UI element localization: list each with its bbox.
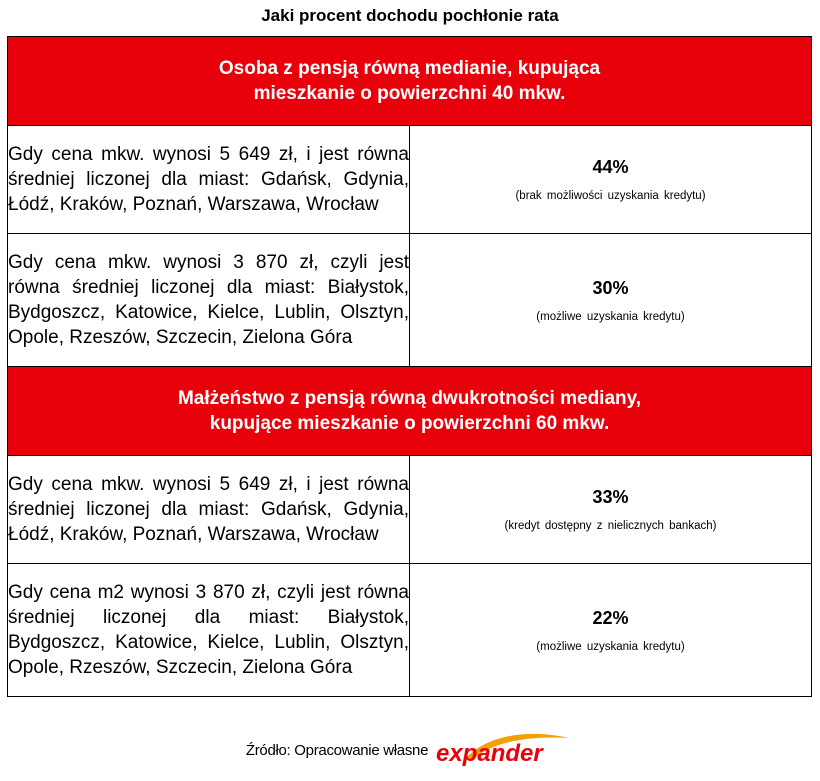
percent-value: 33%	[592, 487, 629, 507]
section-header-line: kupujące mieszkanie o powierzchni 60 mkw.	[209, 413, 610, 434]
row-description: Gdy cena mkw. wynosi 3 870 zł, czyli jest równa średniej liczonej dla miast: Białystok, Bydgoszcz, Katowice, Kielce, Lublin, Olsztyn, Opole, Rzeszów, Szczecin, Zielona Góra	[8, 234, 410, 367]
credit-note: (możliwe uzyskania kredytu)	[536, 310, 685, 323]
logo-wordmark: expander	[436, 740, 543, 767]
section-header-row	[8, 37, 812, 126]
source-text: Źródło: Opracowanie własne	[245, 741, 429, 759]
percent-value: 30%	[592, 277, 629, 298]
expander-logo-icon	[434, 730, 574, 770]
page-title: Jaki procent dochodu pochłonie rata	[261, 6, 559, 25]
source-footer	[0, 730, 820, 770]
percent-value: 44%	[592, 157, 629, 177]
row-result	[410, 456, 812, 564]
credit-note: (brak możliwości uzyskania kredytu)	[515, 190, 706, 202]
row-result	[410, 126, 812, 234]
section-header-line: Małżeństwo z pensją równą dwukrotności mediany,	[177, 388, 642, 409]
section-header-row	[8, 367, 812, 456]
row-description: Gdy cena m2 wynosi 3 870 zł, czyli jest równa średniej liczonej dla miast: Białystok, Bydgoszcz, Katowice, Kielce, Lublin, Olsztyn, Opole, Rzeszów, Szczecin, Zielona Góra	[8, 564, 410, 697]
section-header	[8, 367, 812, 456]
section-header	[8, 37, 812, 126]
credit-note: (kredyt dostępny z nielicznych bankach)	[504, 520, 717, 532]
credit-note: (możliwe uzyskania kredytu)	[536, 640, 685, 653]
percent-value: 22%	[592, 607, 629, 628]
table-row	[8, 564, 812, 697]
section-header-line: Osoba z pensją równą medianie, kupująca	[218, 58, 601, 79]
section-header-line: mieszkanie o powierzchni 40 mkw.	[253, 83, 566, 104]
row-description: Gdy cena mkw. wynosi 5 649 zł, i jest równa średniej liczonej dla miast: Gdańsk, Gdynia, Łódź, Kraków, Poznań, Warszawa, Wrocław	[8, 456, 410, 564]
expander-logo	[434, 730, 574, 770]
table-row	[8, 234, 812, 367]
row-result	[410, 564, 812, 697]
table-row	[8, 126, 812, 234]
table-row	[8, 456, 812, 564]
row-result	[410, 234, 812, 367]
row-description: Gdy cena mkw. wynosi 5 649 zł, i jest równa średniej liczonej dla miast: Gdańsk, Gdynia, Łódź, Kraków, Poznań, Warszawa, Wrocław	[8, 126, 410, 234]
comparison-table	[7, 36, 812, 697]
